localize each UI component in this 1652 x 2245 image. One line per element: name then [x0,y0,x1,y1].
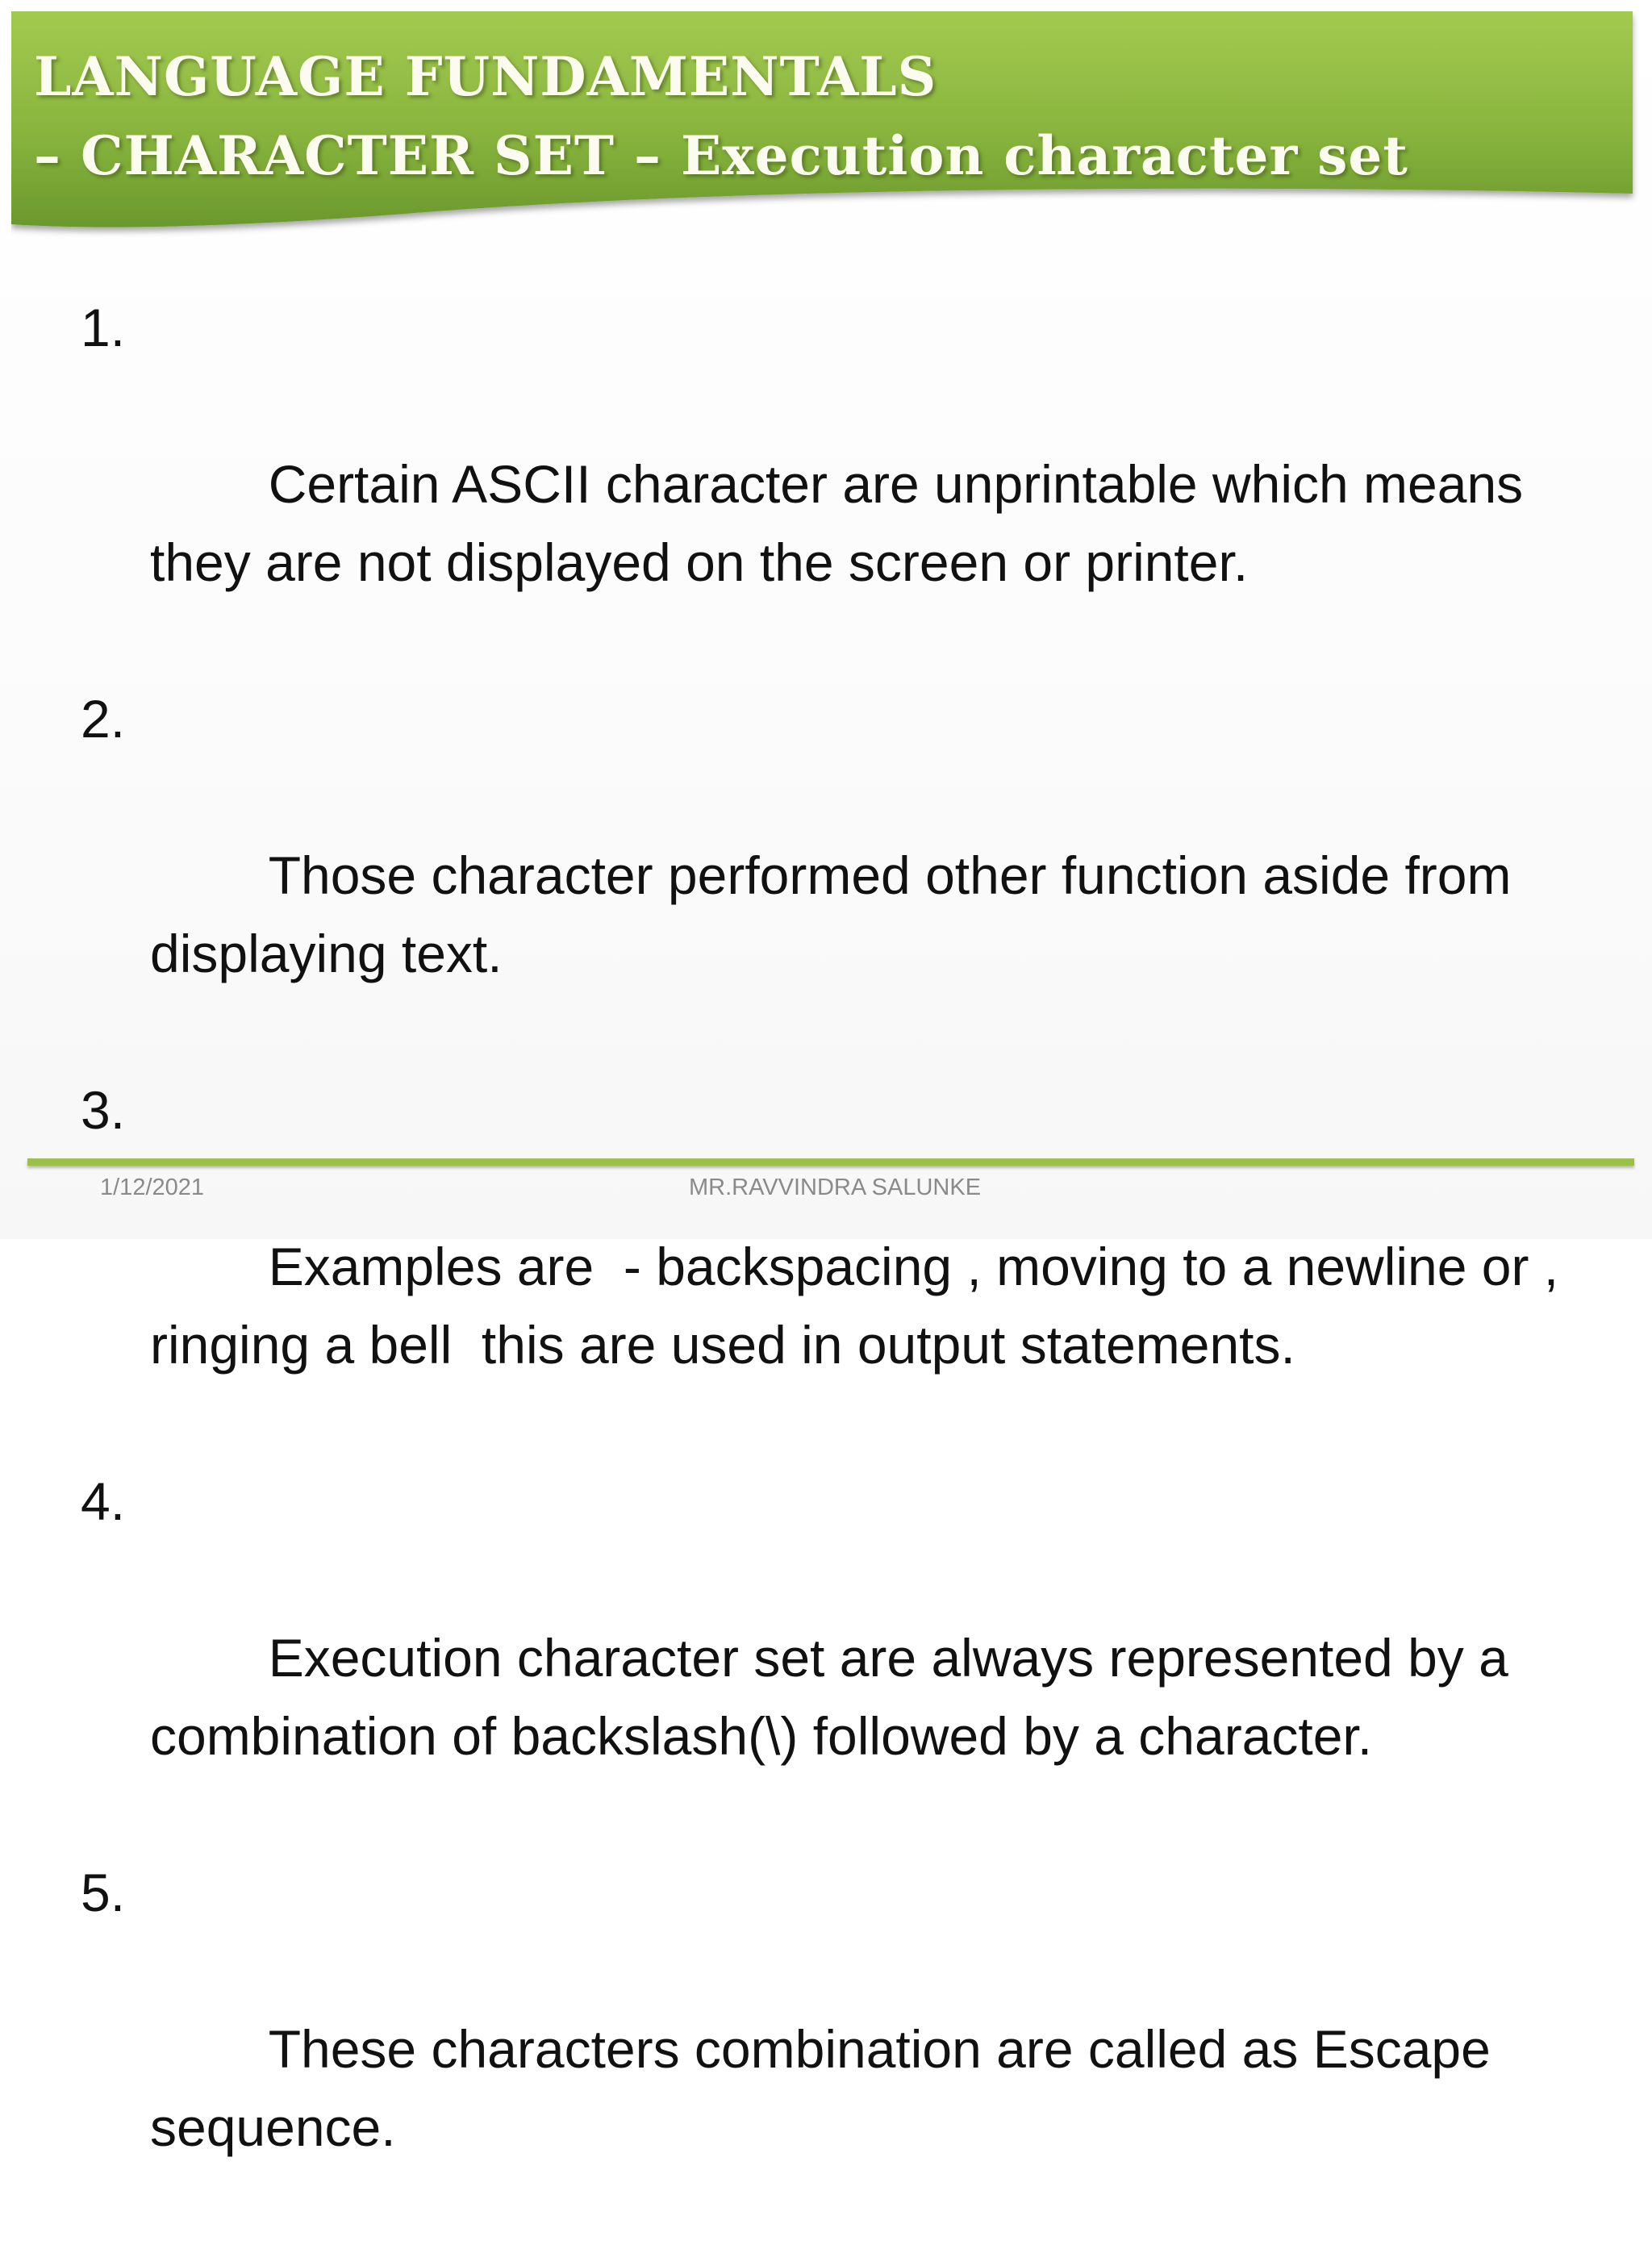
list-item [81,680,1597,1071]
title-banner [11,11,1644,245]
list-item-number: 4. [81,1471,126,1531]
list-item [81,289,1597,680]
slide-title [34,37,1631,195]
footer-author: MR.RAVVINDRA SALUNKE [689,1175,982,1200]
list-item-text: Those character performed other function aside from displaying text. [150,845,1512,983]
numbered-list [81,289,1597,2245]
footer-date: 1/12/2021 [100,1175,205,1200]
list-item-text: These characters combination are called as Escape sequence. [150,2019,1491,2157]
list-item-number: 1. [81,298,126,357]
list-item-number: 2. [81,689,126,749]
list-item-text: Execution character set are always represented by a combination of backslash(\) followed by a character. [150,1628,1508,1766]
list-item-number: 3. [81,1080,126,1140]
footer-divider [27,1158,1634,1166]
slide-title-line-2: – CHARACTER SET – Execution character set [34,124,1408,187]
bullet-content [81,289,1597,2245]
list-item-text: Examples are - backspacing , moving to a newline or , ringing a bell this are used in output statements. [150,1237,1559,1375]
list-item [81,1854,1597,2245]
slide-title-line-1: LANGUAGE FUNDAMENTALS [34,45,937,108]
list-item-number: 5. [81,1863,126,1922]
list-item-text: Certain ASCII character are unprintable which means they are not displayed on the screen or printer. [150,454,1524,592]
list-item [81,1463,1597,1854]
list-item [81,1071,1597,1463]
